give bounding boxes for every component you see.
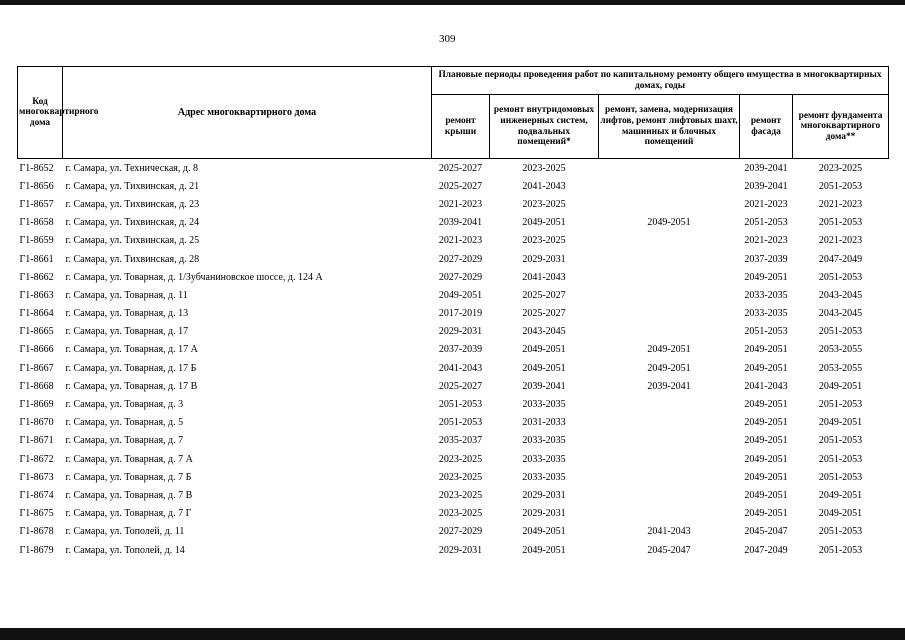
row-lifts <box>599 305 740 323</box>
row-facade: 2051-2053 <box>744 217 788 229</box>
row-lifts <box>599 177 740 195</box>
row-roof: 2029-2031 <box>438 544 483 556</box>
row-address: г. Самара, ул. Товарная, д. 17 Б <box>65 362 197 374</box>
row-roof: 2023-2025 <box>438 471 483 483</box>
row-lifts <box>599 450 740 468</box>
top-border <box>0 0 905 5</box>
row-code: Г1-8670 <box>19 417 54 429</box>
row-lifts: 2049-2051 <box>647 362 691 374</box>
row-lifts <box>599 468 740 486</box>
table-row <box>18 195 889 213</box>
row-code: Г1-8679 <box>19 544 54 556</box>
row-foundation: 2023-2025 <box>818 162 863 174</box>
row-facade: 2049-2051 <box>744 508 788 520</box>
header-code: Код многоквартирного дома <box>18 67 63 159</box>
row-lifts <box>599 414 740 432</box>
row-foundation: 2053-2055 <box>818 362 863 374</box>
table-row <box>18 214 889 232</box>
row-code: Г1-8661 <box>19 253 54 265</box>
table-row <box>18 505 889 523</box>
table-row <box>18 432 889 450</box>
row-engineering: 2033-2035 <box>522 399 566 411</box>
row-foundation: 2043-2045 <box>818 289 863 301</box>
row-roof: 2041-2043 <box>438 362 483 374</box>
row-engineering: 2025-2027 <box>522 308 566 320</box>
row-facade: 2033-2035 <box>744 289 788 301</box>
row-engineering: 2041-2043 <box>522 271 566 283</box>
table-row <box>18 159 889 178</box>
row-lifts <box>599 195 740 213</box>
row-engineering: 2041-2043 <box>522 180 566 192</box>
header-facade: ремонт фасада <box>740 95 793 159</box>
row-address: г. Самара, ул. Тихвинская, д. 25 <box>65 235 200 247</box>
row-address: г. Самара, ул. Товарная, д. 17 <box>65 326 189 338</box>
table-row <box>18 286 889 304</box>
row-engineering: 2033-2035 <box>522 471 566 483</box>
row-foundation: 2051-2053 <box>818 471 863 483</box>
header-engineering: ремонт внутридомовых инженерных систем, подвальных помещений* <box>490 95 599 159</box>
row-foundation: 2051-2053 <box>818 435 863 447</box>
table-row <box>18 450 889 468</box>
row-lifts <box>599 268 740 286</box>
row-lifts <box>599 505 740 523</box>
row-lifts: 2049-2051 <box>647 217 691 229</box>
row-code: Г1-8664 <box>19 308 54 320</box>
table-row <box>18 523 889 541</box>
capital-repair-table <box>17 66 889 559</box>
row-facade: 2021-2023 <box>744 235 788 247</box>
row-roof: 2023-2025 <box>438 489 483 501</box>
table-row <box>18 232 889 250</box>
row-facade: 2049-2051 <box>744 399 788 411</box>
row-address: г. Самара, ул. Товарная, д. 7 Г <box>65 508 192 520</box>
row-address: г. Самара, ул. Товарная, д. 17 А <box>65 344 198 356</box>
row-address: г. Самара, ул. Товарная, д. 11 <box>65 289 188 301</box>
row-code: Г1-8671 <box>19 435 54 447</box>
row-foundation: 2051-2053 <box>818 326 863 338</box>
row-roof: 2035-2037 <box>438 435 483 447</box>
row-facade: 2033-2035 <box>744 308 788 320</box>
row-facade: 2049-2051 <box>744 471 788 483</box>
row-roof: 2027-2029 <box>438 253 483 265</box>
table-header <box>18 67 889 159</box>
row-facade: 2049-2051 <box>744 271 788 283</box>
row-engineering: 2033-2035 <box>522 435 566 447</box>
bottom-border <box>0 628 905 640</box>
row-address: г. Самара, ул. Товарная, д. 3 <box>65 399 184 411</box>
row-roof: 2029-2031 <box>438 326 483 338</box>
row-engineering: 2049-2051 <box>522 544 566 556</box>
header-address: Адрес многоквартирного дома <box>63 67 432 159</box>
row-address: г. Самара, ул. Товарная, д. 17 В <box>65 380 198 392</box>
row-address: г. Самара, ул. Товарная, д. 7 Б <box>65 471 192 483</box>
row-code: Г1-8657 <box>19 198 54 210</box>
row-foundation: 2043-2045 <box>818 308 863 320</box>
row-roof: 2051-2053 <box>438 399 483 411</box>
row-roof: 2027-2029 <box>438 526 483 538</box>
row-foundation: 2051-2053 <box>818 453 863 465</box>
row-code: Г1-8668 <box>19 380 54 392</box>
row-roof: 2025-2027 <box>438 380 483 392</box>
row-facade: 2049-2051 <box>744 417 788 429</box>
row-foundation: 2049-2051 <box>818 380 863 392</box>
row-roof: 2051-2053 <box>438 417 483 429</box>
row-engineering: 2023-2025 <box>522 198 566 210</box>
row-engineering: 2039-2041 <box>522 380 566 392</box>
row-roof: 2021-2023 <box>438 198 483 210</box>
row-facade: 2039-2041 <box>744 162 788 174</box>
row-lifts <box>599 486 740 504</box>
row-facade: 2051-2053 <box>744 326 788 338</box>
table-row <box>18 486 889 504</box>
row-facade: 2049-2051 <box>744 489 788 501</box>
row-engineering: 2049-2051 <box>522 344 566 356</box>
row-lifts: 2045-2047 <box>647 544 691 556</box>
row-engineering: 2023-2025 <box>522 235 566 247</box>
page-number: 309 <box>439 33 456 45</box>
row-address: г. Самара, ул. Товарная, д. 7 В <box>65 489 193 501</box>
row-code: Г1-8675 <box>19 508 54 520</box>
table-row <box>18 541 889 559</box>
row-facade: 2047-2049 <box>744 544 788 556</box>
row-code: Г1-8662 <box>19 271 54 283</box>
row-engineering: 2049-2051 <box>522 362 566 374</box>
row-engineering: 2025-2027 <box>522 289 566 301</box>
row-roof: 2023-2025 <box>438 508 483 520</box>
row-lifts: 2049-2051 <box>647 344 691 356</box>
row-engineering: 2049-2051 <box>522 217 566 229</box>
table-row <box>18 177 889 195</box>
row-address: г. Самара, ул. Тихвинская, д. 21 <box>65 180 200 192</box>
row-code: Г1-8663 <box>19 289 54 301</box>
row-roof: 2021-2023 <box>438 235 483 247</box>
row-lifts <box>599 286 740 304</box>
header-roof: ремонт крыши <box>432 95 490 159</box>
table-row <box>18 468 889 486</box>
row-roof: 2027-2029 <box>438 271 483 283</box>
table-row <box>18 268 889 286</box>
row-engineering: 2043-2045 <box>522 326 566 338</box>
row-foundation: 2021-2023 <box>818 198 863 210</box>
row-roof: 2017-2019 <box>438 308 483 320</box>
row-code: Г1-8658 <box>19 217 54 229</box>
row-foundation: 2021-2023 <box>818 235 863 247</box>
row-roof: 2025-2027 <box>438 162 483 174</box>
row-code: Г1-8669 <box>19 399 54 411</box>
row-roof: 2039-2041 <box>438 217 483 229</box>
row-address: г. Самара, ул. Товарная, д. 7 А <box>65 453 193 465</box>
row-address: г. Самара, ул. Тополей, д. 14 <box>65 544 185 556</box>
row-lifts <box>599 232 740 250</box>
row-foundation: 2051-2053 <box>818 526 863 538</box>
row-address: г. Самара, ул. Тихвинская, д. 23 <box>65 198 200 210</box>
row-facade: 2049-2051 <box>744 362 788 374</box>
table-row <box>18 305 889 323</box>
row-lifts <box>599 395 740 413</box>
row-facade: 2045-2047 <box>744 526 788 538</box>
row-engineering: 2049-2051 <box>522 526 566 538</box>
row-address: г. Самара, ул. Товарная, д. 1/Зубчаниновское шоссе, д. 124 А <box>65 271 323 283</box>
row-foundation: 2051-2053 <box>818 544 863 556</box>
row-foundation: 2051-2053 <box>818 399 863 411</box>
row-foundation: 2047-2049 <box>818 253 863 265</box>
table-row <box>18 395 889 413</box>
table-body <box>18 159 889 560</box>
header-lifts: ремонт, замена, модернизация лифтов, ремонт лифтовых шахт, машинных и блочных помещений <box>599 95 740 159</box>
table-row <box>18 323 889 341</box>
row-facade: 2049-2051 <box>744 344 788 356</box>
row-code: Г1-8674 <box>19 489 54 501</box>
row-roof: 2023-2025 <box>438 453 483 465</box>
row-address: г. Самара, ул. Товарная, д. 5 <box>65 417 184 429</box>
row-foundation: 2051-2053 <box>818 271 863 283</box>
row-engineering: 2029-2031 <box>522 253 566 265</box>
row-address: г. Самара, ул. Тихвинская, д. 28 <box>65 253 200 265</box>
row-facade: 2021-2023 <box>744 198 788 210</box>
row-code: Г1-8673 <box>19 471 54 483</box>
table-row <box>18 377 889 395</box>
row-lifts <box>599 432 740 450</box>
row-foundation: 2049-2051 <box>818 489 863 501</box>
row-foundation: 2051-2053 <box>818 217 863 229</box>
row-foundation: 2049-2051 <box>818 508 863 520</box>
row-facade: 2039-2041 <box>744 180 788 192</box>
row-foundation: 2049-2051 <box>818 417 863 429</box>
row-roof: 2025-2027 <box>438 180 483 192</box>
row-lifts: 2039-2041 <box>647 380 691 392</box>
row-engineering: 2023-2025 <box>522 162 566 174</box>
row-code: Г1-8659 <box>19 235 54 247</box>
row-address: г. Самара, ул. Товарная, д. 7 <box>65 435 184 447</box>
row-lifts <box>599 159 740 178</box>
row-roof: 2049-2051 <box>438 289 483 301</box>
row-roof: 2037-2039 <box>438 344 483 356</box>
row-address: г. Самара, ул. Товарная, д. 13 <box>65 308 189 320</box>
row-code: Г1-8672 <box>19 453 54 465</box>
header-foundation: ремонт фундамента многоквартирного дома** <box>793 95 889 159</box>
table-row <box>18 341 889 359</box>
row-address: г. Самара, ул. Тихвинская, д. 24 <box>65 217 200 229</box>
row-lifts <box>599 250 740 268</box>
row-address: г. Самара, ул. Техническая, д. 8 <box>65 162 198 174</box>
row-lifts <box>599 323 740 341</box>
table-row <box>18 250 889 268</box>
row-facade: 2037-2039 <box>744 253 788 265</box>
row-foundation: 2051-2053 <box>818 180 863 192</box>
row-engineering: 2029-2031 <box>522 489 566 501</box>
row-code: Г1-8678 <box>19 526 54 538</box>
table-row <box>18 414 889 432</box>
row-foundation: 2053-2055 <box>818 344 863 356</box>
header-periods: Плановые периоды проведения работ по капитальному ремонту общего имущества в многоквартирных домах, годы <box>432 67 889 95</box>
row-engineering: 2031-2033 <box>522 417 566 429</box>
row-engineering: 2033-2035 <box>522 453 566 465</box>
row-facade: 2049-2051 <box>744 435 788 447</box>
row-lifts: 2041-2043 <box>647 526 691 538</box>
row-code: Г1-8665 <box>19 326 54 338</box>
row-facade: 2049-2051 <box>744 453 788 465</box>
row-code: Г1-8656 <box>19 180 54 192</box>
row-code: Г1-8652 <box>19 162 54 174</box>
row-code: Г1-8667 <box>19 362 54 374</box>
table-row <box>18 359 889 377</box>
row-facade: 2041-2043 <box>744 380 788 392</box>
row-code: Г1-8666 <box>19 344 54 356</box>
row-address: г. Самара, ул. Тополей, д. 11 <box>65 526 185 538</box>
row-engineering: 2029-2031 <box>522 508 566 520</box>
